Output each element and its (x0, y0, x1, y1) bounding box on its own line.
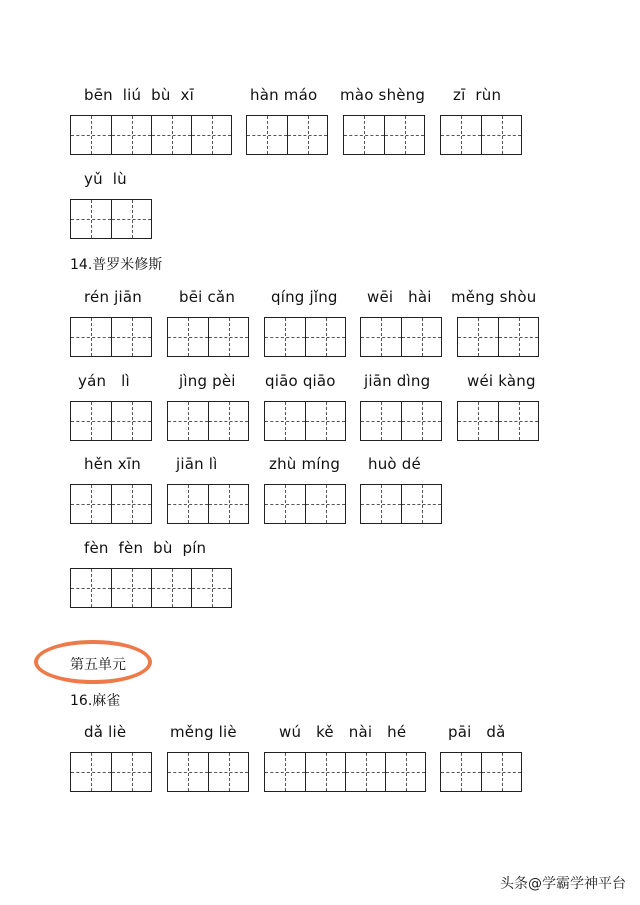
character-cell[interactable] (401, 485, 441, 523)
pinyin-label: měng liè (170, 723, 237, 741)
watermark-text: 头条@学霸学神平台 (500, 876, 626, 892)
writing-grid[interactable] (167, 401, 249, 441)
character-cell[interactable] (345, 753, 385, 791)
writing-grid[interactable] (167, 484, 249, 524)
pinyin-label: bēi cǎn (179, 288, 236, 306)
character-cell[interactable] (111, 318, 151, 356)
character-cell[interactable] (71, 318, 111, 356)
character-cell[interactable] (287, 116, 327, 154)
character-cell[interactable] (498, 402, 538, 440)
writing-grid[interactable] (70, 317, 152, 357)
writing-grid[interactable] (70, 401, 152, 441)
character-cell[interactable] (305, 753, 345, 791)
writing-grid[interactable] (457, 317, 539, 357)
character-cell[interactable] (168, 753, 208, 791)
character-cell[interactable] (458, 318, 498, 356)
character-cell[interactable] (151, 116, 191, 154)
writing-grid[interactable] (457, 401, 539, 441)
character-cell[interactable] (247, 116, 287, 154)
character-cell[interactable] (191, 569, 231, 607)
pinyin-label: bēn liú bù xī (84, 86, 194, 104)
character-cell[interactable] (191, 116, 231, 154)
character-cell[interactable] (361, 402, 401, 440)
pinyin-label: jiān lì (176, 455, 218, 473)
pinyin-label: wéi kàng (467, 372, 536, 390)
writing-grid[interactable] (360, 317, 442, 357)
character-cell[interactable] (498, 318, 538, 356)
character-cell[interactable] (168, 485, 208, 523)
character-cell[interactable] (441, 116, 481, 154)
writing-grid[interactable] (440, 115, 522, 155)
character-cell[interactable] (111, 569, 151, 607)
writing-grid[interactable] (264, 317, 346, 357)
character-cell[interactable] (208, 318, 248, 356)
writing-grid[interactable] (360, 401, 442, 441)
character-cell[interactable] (71, 200, 111, 238)
pinyin-label: huò dé (368, 455, 421, 473)
character-cell[interactable] (168, 318, 208, 356)
writing-grid[interactable] (70, 484, 152, 524)
character-cell[interactable] (265, 318, 305, 356)
writing-grid[interactable] (264, 752, 426, 792)
character-cell[interactable] (401, 402, 441, 440)
writing-grid[interactable] (70, 568, 232, 608)
character-cell[interactable] (401, 318, 441, 356)
character-cell[interactable] (111, 753, 151, 791)
writing-grid[interactable] (70, 199, 152, 239)
pinyin-label: zī rùn (453, 86, 502, 104)
character-cell[interactable] (71, 569, 111, 607)
character-cell[interactable] (361, 318, 401, 356)
writing-grid[interactable] (343, 115, 425, 155)
character-cell[interactable] (384, 116, 424, 154)
writing-grid[interactable] (246, 115, 328, 155)
character-cell[interactable] (71, 753, 111, 791)
pinyin-label: rén jiān (84, 288, 142, 306)
pinyin-label: wú kě nài hé (279, 723, 407, 741)
character-cell[interactable] (481, 116, 521, 154)
pinyin-label: yǔ lù (84, 170, 127, 188)
character-cell[interactable] (265, 485, 305, 523)
character-cell[interactable] (305, 402, 345, 440)
character-cell[interactable] (265, 753, 305, 791)
pinyin-label: pāi dǎ (448, 723, 506, 741)
character-cell[interactable] (305, 318, 345, 356)
pinyin-label: jìng pèi (179, 372, 236, 390)
pinyin-label: mào shèng (340, 86, 426, 104)
character-cell[interactable] (458, 402, 498, 440)
pinyin-label: qiāo qiāo (265, 372, 336, 390)
character-cell[interactable] (111, 402, 151, 440)
character-cell[interactable] (151, 569, 191, 607)
character-cell[interactable] (111, 485, 151, 523)
pinyin-label: zhù míng (269, 455, 341, 473)
character-cell[interactable] (111, 200, 151, 238)
character-cell[interactable] (168, 402, 208, 440)
lesson-heading: 16.麻雀 (70, 693, 121, 709)
writing-grid[interactable] (167, 752, 249, 792)
character-cell[interactable] (361, 485, 401, 523)
pinyin-label: fèn fèn bù pín (84, 539, 207, 557)
writing-grid[interactable] (167, 317, 249, 357)
unit-label: 第五单元 (70, 657, 126, 673)
writing-grid[interactable] (70, 752, 152, 792)
character-cell[interactable] (265, 402, 305, 440)
character-cell[interactable] (208, 485, 248, 523)
writing-grid[interactable] (360, 484, 442, 524)
pinyin-label: hěn xīn (84, 455, 141, 473)
writing-grid[interactable] (70, 115, 232, 155)
pinyin-label: dǎ liè (84, 723, 127, 741)
character-cell[interactable] (344, 116, 384, 154)
character-cell[interactable] (111, 116, 151, 154)
writing-grid[interactable] (264, 484, 346, 524)
character-cell[interactable] (481, 753, 521, 791)
pinyin-label: hàn máo (250, 86, 318, 104)
writing-grid[interactable] (264, 401, 346, 441)
character-cell[interactable] (71, 402, 111, 440)
writing-grid[interactable] (440, 752, 522, 792)
character-cell[interactable] (208, 753, 248, 791)
pinyin-label: měng shòu (451, 288, 537, 306)
character-cell[interactable] (208, 402, 248, 440)
lesson-heading: 14.普罗米修斯 (70, 257, 163, 273)
pinyin-label: jiān dìng (364, 372, 431, 390)
character-cell[interactable] (305, 485, 345, 523)
character-cell[interactable] (71, 485, 111, 523)
character-cell[interactable] (71, 116, 111, 154)
pinyin-label: wēi hài (367, 288, 432, 306)
character-cell[interactable] (385, 753, 425, 791)
character-cell[interactable] (441, 753, 481, 791)
pinyin-label: yán lì (78, 372, 130, 390)
pinyin-label: qíng jǐng (271, 288, 338, 306)
